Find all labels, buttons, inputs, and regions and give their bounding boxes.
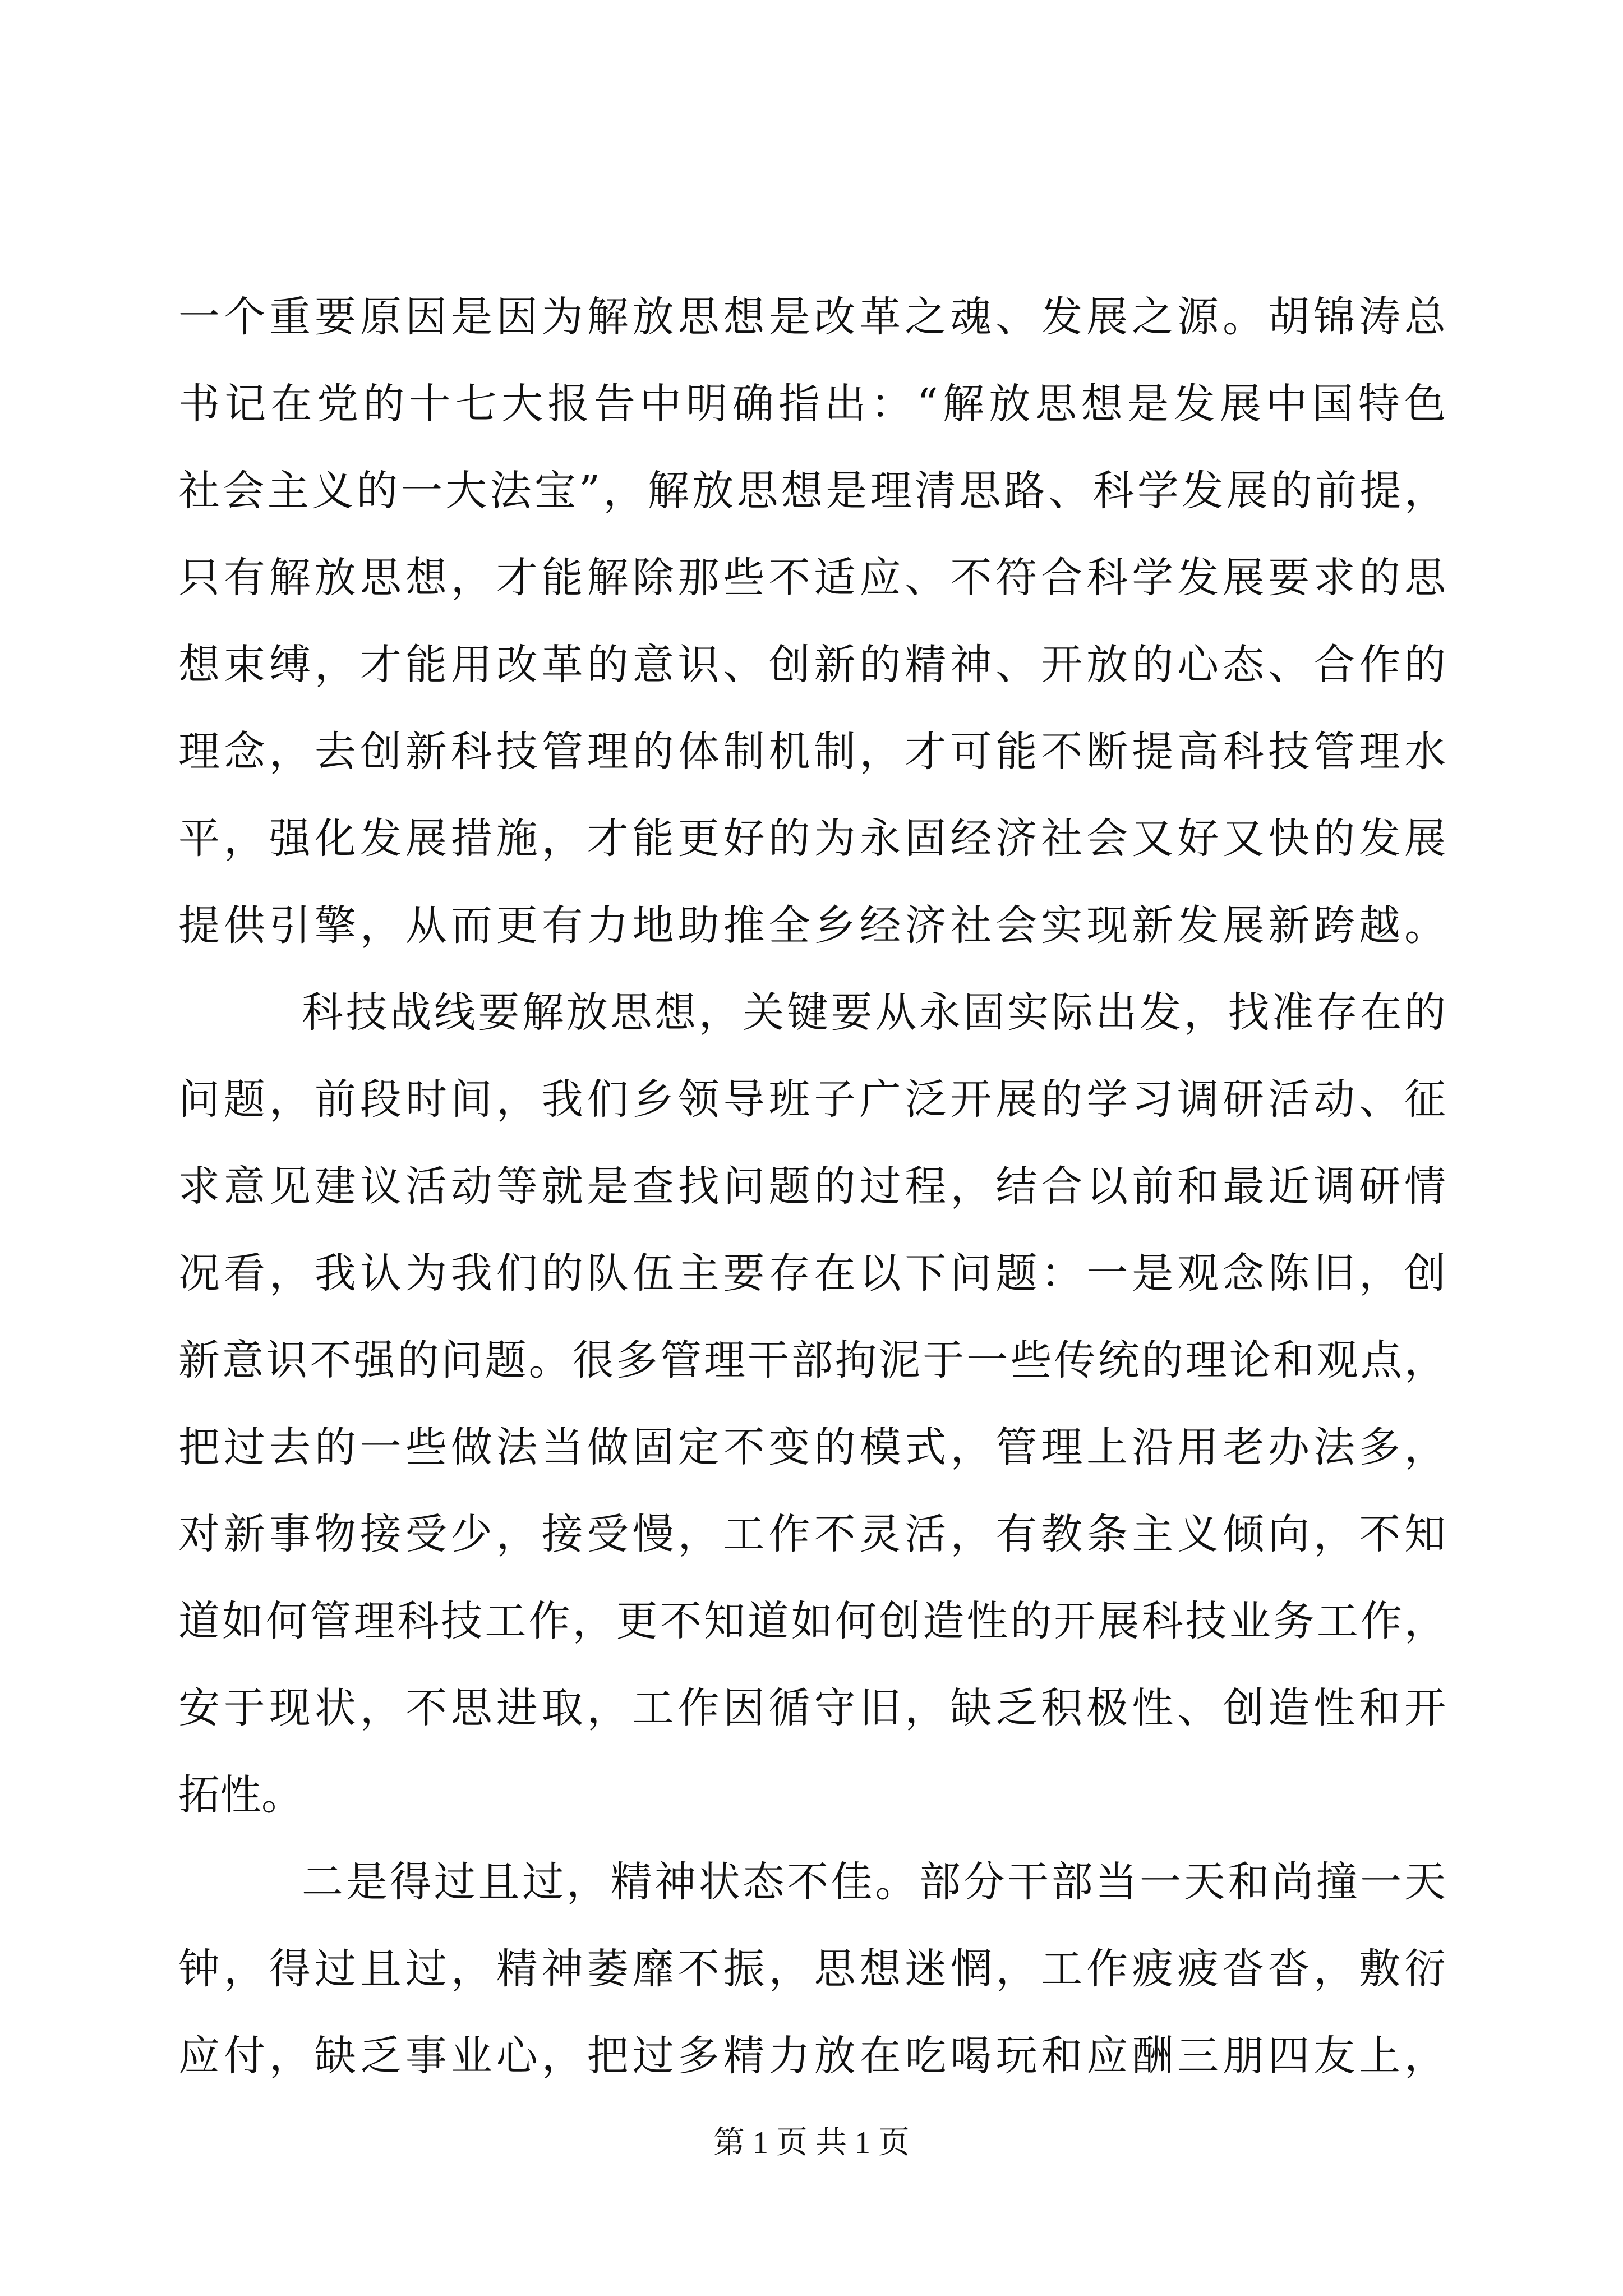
paragraph-line: 钟，得过且过，精神萎靡不振，思想迷惘，工作疲疲沓沓，敷衍 (178, 1945, 1446, 1993)
paragraph-line: 一个重要原因是因为解放思想是改革之魂、发展之源。胡锦涛总 (178, 293, 1446, 341)
paragraph-line: 况看，我认为我们的队伍主要存在以下问题：一是观念陈旧，创 (178, 1249, 1446, 1297)
paragraph-line: 新意识不强的问题。很多管理干部拘泥于一些传统的理论和观点， (178, 1336, 1446, 1384)
paragraph-line: 道如何管理科技工作，更不知道如何创造性的开展科技业务工作， (178, 1597, 1446, 1645)
paragraph-line: 科技战线要解放思想，关键要从永固实际出发，找准存在的 (302, 988, 1446, 1037)
paragraph-line: 二是得过且过，精神状态不佳。部分干部当一天和尚撞一天 (302, 1858, 1446, 1906)
page-footer: 第 1 页 共 1 页 (713, 2125, 910, 2160)
paragraph-line: 对新事物接受少，接受慢，工作不灵活，有教条主义倾向，不知 (178, 1510, 1446, 1558)
paragraph-line: 社会主义的一大法宝”，解放思想是理清思路、科学发展的前提， (178, 467, 1446, 515)
paragraph-line: 只有解放思想，才能解除那些不适应、不符合科学发展要求的思 (178, 554, 1446, 602)
paragraph-line: 问题，前段时间，我们乡领导班子广泛开展的学习调研活动、征 (178, 1075, 1446, 1124)
paragraph-line: 应付，缺乏事业心，把过多精力放在吃喝玩和应酬三朋四友上， (178, 2032, 1446, 2080)
paragraph-line: 安于现状，不思进取，工作因循守旧，缺乏积极性、创造性和开 (178, 1684, 1446, 1732)
paragraph-line: 提供引擎，从而更有力地助推全乡经济社会实现新发展新跨越。 (178, 901, 1446, 950)
paragraph-line: 想束缚，才能用改革的意识、创新的精神、开放的心态、合作的 (178, 641, 1446, 689)
paragraph-line: 把过去的一些做法当做固定不变的模式，管理上沿用老办法多， (178, 1423, 1446, 1471)
paragraph-line: 求意见建议活动等就是查找问题的过程，结合以前和最近调研情 (178, 1162, 1446, 1211)
paragraph-line: 理念，去创新科技管理的体制机制，才可能不断提高科技管理水 (178, 728, 1446, 776)
paragraph-line: 平，强化发展措施，才能更好的为永固经济社会又好又快的发展 (178, 815, 1446, 863)
paragraph-line: 书记在党的十七大报告中明确指出：“解放思想是发展中国特色 (178, 380, 1446, 428)
paragraph-line: 拓性。 (178, 1771, 303, 1819)
